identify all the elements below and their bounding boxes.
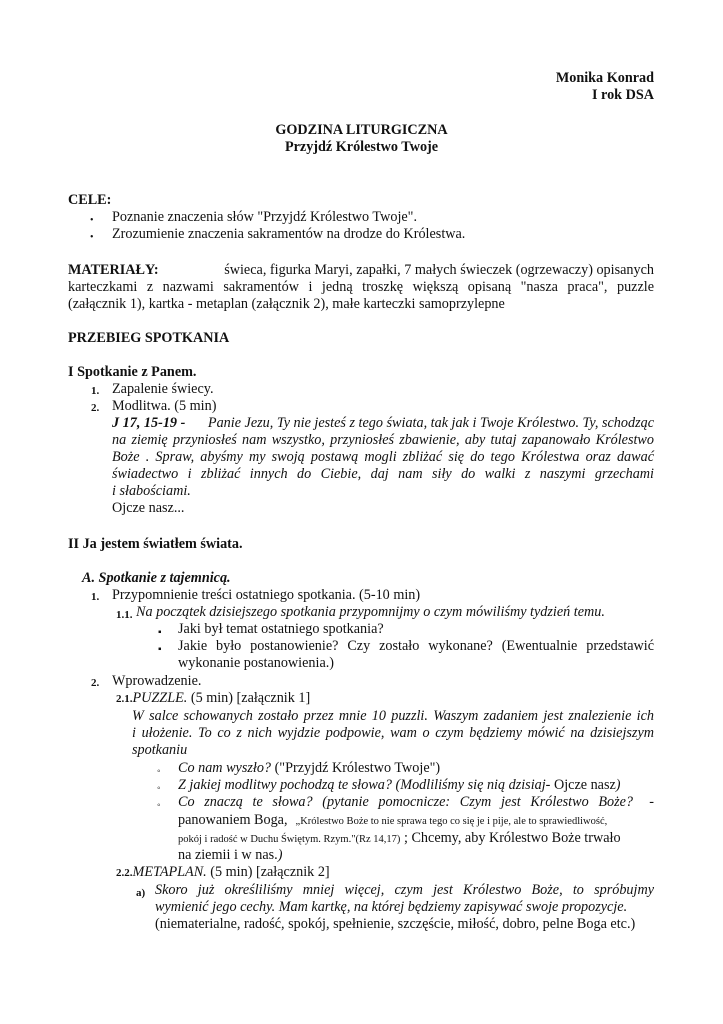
metaplan-text-2: wymienić jego cechy. Mam kartkę, na której będziemy zapisywać swoje propozycje. <box>155 899 628 915</box>
bullet-circle-icon: ◦ <box>157 766 161 777</box>
puzzle-text-1: W salce schowanych zostało przez mnie 10 puzzli. Waszym zadaniem jest znalezienie ich <box>132 708 654 724</box>
section-a-heading: A. Spotkanie z tajemnicą. <box>82 570 231 586</box>
list-number: 2.2. <box>116 867 133 879</box>
puzzle-label: PUZZLE. <box>132 690 188 706</box>
bullet-square-icon: ▪ <box>158 627 162 638</box>
materials-line-3: (załącznik 1), kartka - metaplan (załącznik 2), małe karteczki samoprzylepne <box>68 296 505 312</box>
subitem-metaplan <box>116 864 330 882</box>
list-number: 2.1. <box>116 693 133 705</box>
question-line <box>178 777 621 794</box>
bullet-square-icon: ▪ <box>158 644 162 655</box>
puzzle-text-2: i ułożenie. To co z nich wyjdzie podpowie, wam o czym będziemy mówić na dzisiejszym <box>132 725 654 741</box>
bullet-circle-icon: ◦ <box>157 800 161 811</box>
prayer-line-4: świadectwo i zbliżać innych do Ciebie, daj nam siły do walki z naszymi grzechami <box>112 466 654 482</box>
paren-close: ) <box>277 847 283 863</box>
question-item: Jakie było postanowienie? Czy zostało wykonane? (Ewentualnie przedstawić <box>178 638 654 654</box>
scripture-ref: J 17, 15-19 - <box>112 415 186 431</box>
list-letter: a) <box>136 887 146 899</box>
doc-subtitle: Przyjdź Królestwo Twoje <box>284 139 439 155</box>
bullet-dot-icon: • <box>90 215 94 226</box>
question-text: Co znaczą te słowa? (pytanie pomocnicze: Czym jest Królestwo Boże? <box>178 794 633 810</box>
part2-item: Przypomnienie treści ostatniego spotkania. (5-10 min) <box>112 587 421 603</box>
list-number: 2. <box>91 402 100 414</box>
scripture-quote: pokój i radość w Duchu Świętym. Rzym."(Rz 14,17) <box>178 834 401 845</box>
answer-line <box>178 812 607 830</box>
question-item: Jaki był temat ostatniego spotkania? <box>178 621 384 637</box>
question-line <box>178 760 440 777</box>
dash: - <box>649 794 654 810</box>
question-item-cont: wykonanie postanowienia.) <box>178 655 335 671</box>
part1-heading: I Spotkanie z Panem. <box>68 364 197 380</box>
subitem-puzzle <box>116 690 310 708</box>
metaplan-text-3: (niematerialne, radość, spokój, spełnienie, szczęście, miłość, dobro, pelne Boga etc.) <box>155 916 636 932</box>
list-number: 1.1. <box>116 609 133 621</box>
metaplan-label: METAPLAN. <box>132 864 207 880</box>
materials-label: MATERIAŁY: <box>68 262 159 278</box>
goal-item: Poznanie znaczenia słów "Przyjdź Królestwo Twoje". <box>112 209 418 225</box>
answer-text: ; Chcemy, aby Królestwo Boże trwało <box>400 830 621 846</box>
materials-line-2: karteczkami z nazwami sakramentów i jedną troszkę większą opisaną "nasza praca", puzzle <box>68 279 654 295</box>
answer-line <box>178 847 282 864</box>
answer-text: Ojcze nasz <box>550 777 616 793</box>
paren-close: ) <box>615 777 621 793</box>
answer-text: panowaniem Boga, <box>178 812 288 828</box>
prayer-line-2: na ziemię przyniosłeś nam wszystko, przyniosłeś zbawienie, aby tutaj zapanowało Królestwo <box>112 432 654 448</box>
part1-item: Zapalenie świecy. <box>112 381 214 397</box>
metaplan-info: (5 min) [załącznik 2] <box>206 864 330 880</box>
puzzle-text-3: spotkaniu <box>132 742 188 758</box>
scripture-quote: „Królestwo Boże to nie sprawa tego co się je i pije, ale to sprawiedliwość, <box>295 816 608 827</box>
author-name: Monika Konrad <box>555 70 654 86</box>
question-line <box>178 794 654 811</box>
part2-heading: II Ja jestem światłem świata. <box>68 536 243 552</box>
list-number: 1. <box>91 591 100 603</box>
answer-text: ("Przyjdź Królestwo Twoje") <box>271 760 441 776</box>
author-year: I rok DSA <box>591 87 654 103</box>
materials-line-1 <box>68 262 654 279</box>
prayer-line-3: Boże . Spraw, abyśmy my swoją postawą mogli zbliżać się do tego Królestwa oraz dawać <box>112 449 654 465</box>
doc-title: GODZINA LITURGICZNA <box>275 122 448 138</box>
answer-line <box>178 830 621 848</box>
metaplan-text-1: Skoro już określiliśmy mniej więcej, czym jest Królestwo Boże, to spróbujmy <box>155 882 654 898</box>
prayer-closing: Ojcze nasz... <box>112 500 185 516</box>
subitem-text: Na początek dzisiejszego spotkania przypomnijmy o czym mówiliśmy tydzień temu. <box>136 604 605 620</box>
part1-item: Modlitwa. (5 min) <box>112 398 217 414</box>
puzzle-info: (5 min) [załącznik 1] <box>187 690 311 706</box>
bullet-dot-icon: • <box>90 232 94 243</box>
question-text: Z jakiej modlitwy pochodzą te słowa? (Modliliśmy się nią dzisiaj- <box>178 777 551 793</box>
goals-heading: CELE: <box>68 192 112 208</box>
question-text: Co nam wyszło? <box>178 760 272 776</box>
prayer-line-5: i słabościami. <box>112 483 191 499</box>
answer-text: na ziemii i w nas. <box>178 847 278 863</box>
part2-item: Wprowadzenie. <box>112 673 202 689</box>
list-number: 1. <box>91 385 100 397</box>
prayer-line-1 <box>112 415 654 432</box>
list-number: 2. <box>91 677 100 689</box>
bullet-circle-icon: ◦ <box>157 783 161 794</box>
goal-item: Zrozumienie znaczenia sakramentów na drodze do Królestwa. <box>112 226 466 242</box>
prayer-text: Panie Jezu, Ty nie jesteś z tego świata, tak jak i Twoje Królestwo. Ty, schodząc <box>207 415 654 431</box>
materials-text: świeca, figurka Maryi, zapałki, 7 małych świeczek (ogrzewaczy) opisanych <box>224 262 654 278</box>
course-heading: PRZEBIEG SPOTKANIA <box>68 330 230 346</box>
